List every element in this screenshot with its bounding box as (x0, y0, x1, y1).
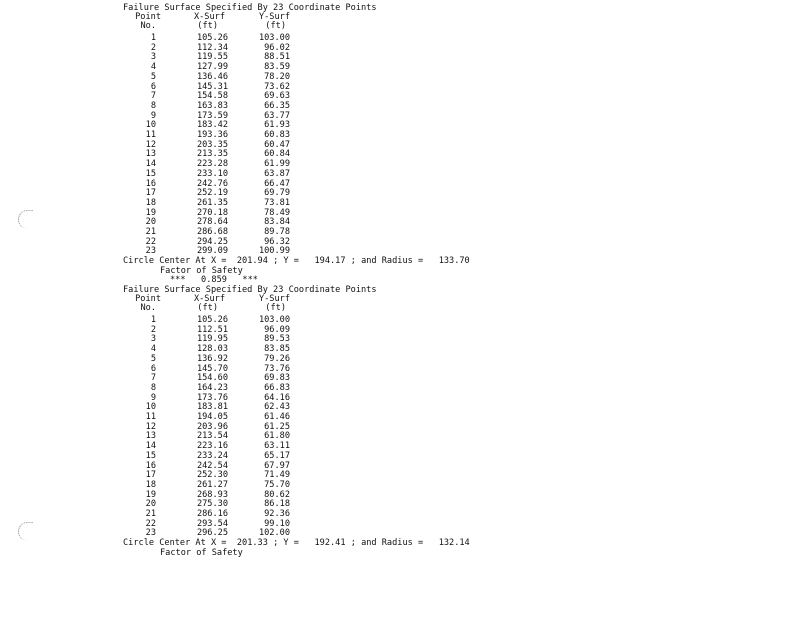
table-row (0, 238, 800, 247)
circle-center-line (123, 539, 470, 548)
y-surf-value: 61.99 (264, 159, 290, 170)
center-x: 201.94 (236, 256, 268, 266)
x-surf-value: 242.76 (196, 178, 228, 189)
x-surf-value: 128.03 (196, 344, 228, 355)
table-row (0, 34, 800, 43)
x-surf-value: 154.60 (196, 373, 228, 384)
factor-of-safety-label: Factor of Safety (160, 548, 243, 558)
x-surf-value: 193.36 (196, 130, 228, 140)
point-number: 1 (150, 33, 156, 43)
table-row (0, 355, 800, 364)
x-surf-value: 270.18 (196, 207, 228, 218)
point-number: 7 (150, 91, 156, 102)
table-row (0, 374, 800, 383)
radius-value: 132.14 (438, 538, 470, 548)
x-surf-value: 223.16 (196, 441, 228, 452)
y-surf-value: 88.51 (264, 52, 290, 63)
x-surf-value: 223.28 (196, 159, 228, 170)
table-row (0, 189, 800, 198)
point-number: 4 (150, 62, 156, 73)
y-surf-value: 83.84 (264, 217, 290, 228)
y-surf-value: 96.09 (264, 324, 290, 335)
y-surf-value: 92.36 (264, 509, 290, 519)
center-y-label: ; Y = (273, 538, 299, 548)
column-unit-x: (ft) (197, 21, 218, 31)
table-row (0, 316, 800, 325)
point-number: 12 (145, 139, 156, 150)
x-surf-value: 183.81 (196, 402, 228, 413)
y-surf-value: 96.02 (264, 42, 290, 53)
table-row (0, 83, 800, 92)
y-surf-value: 99.10 (264, 518, 290, 529)
column-header-y-surf: Y-Surf (258, 294, 290, 304)
table-row (0, 63, 800, 72)
table-row (0, 335, 800, 344)
x-surf-value: 278.64 (196, 217, 228, 228)
y-surf-value: 60.47 (264, 139, 290, 150)
y-surf-value: 102.00 (258, 528, 290, 539)
table-row (0, 160, 800, 169)
y-surf-value: 63.11 (264, 441, 290, 452)
point-number: 10 (145, 402, 156, 413)
table-row (0, 432, 800, 441)
table-header (0, 295, 800, 304)
x-surf-value: 119.95 (196, 334, 228, 345)
block-title: Failure Surface Specified By 23 Coordinate Points (123, 3, 377, 13)
point-number: 19 (145, 207, 156, 218)
column-unit-y: (ft) (265, 303, 286, 313)
circle-center-line (123, 257, 470, 266)
column-header-x-surf: X-Surf (193, 12, 225, 22)
y-surf-value: 80.62 (264, 489, 290, 500)
table-row (0, 345, 800, 354)
y-surf-value: 63.87 (264, 168, 290, 179)
point-number: 3 (150, 334, 156, 345)
x-surf-value: 296.25 (196, 528, 228, 539)
point-number: 19 (145, 489, 156, 500)
radius-label: ; and Radius = (350, 256, 424, 266)
point-number: 3 (150, 52, 156, 63)
x-surf-value: 119.55 (196, 52, 228, 63)
table-row (0, 141, 800, 150)
point-number: 20 (145, 499, 156, 510)
y-surf-value: 69.63 (264, 91, 290, 102)
table-row (0, 500, 800, 509)
x-surf-value: 286.68 (196, 227, 228, 237)
y-surf-value: 78.49 (264, 207, 290, 218)
y-surf-value: 78.20 (264, 71, 290, 82)
y-surf-value: 61.80 (264, 431, 290, 442)
y-surf-value: 61.46 (264, 412, 290, 422)
point-number: 15 (145, 168, 156, 179)
column-unit-y: (ft) (265, 21, 286, 31)
center-y: 194.17 (314, 256, 346, 266)
x-surf-value: 252.30 (196, 470, 228, 481)
y-surf-value: 86.18 (264, 499, 290, 510)
x-surf-value: 261.27 (196, 479, 228, 490)
y-surf-value: 83.59 (264, 62, 290, 73)
y-surf-value: 60.83 (264, 130, 290, 140)
y-surf-value: 67.97 (264, 460, 290, 471)
table-row (0, 471, 800, 480)
table-row (0, 365, 800, 374)
x-surf-value: 105.26 (196, 33, 228, 43)
point-number: 1 (150, 315, 156, 325)
radius-value: 133.70 (438, 256, 470, 266)
point-number: 22 (145, 518, 156, 529)
x-surf-value: 127.99 (196, 62, 228, 73)
radius-label: ; and Radius = (350, 538, 424, 548)
y-surf-value: 103.00 (258, 33, 290, 43)
point-number: 2 (150, 42, 156, 53)
block-title: Failure Surface Specified By 23 Coordinate Points (123, 285, 377, 295)
table-row (0, 384, 800, 393)
center-prefix: Circle Center At X = (123, 256, 227, 266)
y-surf-value: 73.62 (264, 81, 290, 92)
table-row (0, 326, 800, 335)
x-surf-value: 275.30 (196, 499, 228, 510)
point-number: 13 (145, 149, 156, 160)
table-row (0, 170, 800, 179)
point-number: 5 (150, 71, 156, 82)
x-surf-value: 136.46 (196, 71, 228, 82)
point-number: 12 (145, 421, 156, 432)
column-unit-no: No. (140, 303, 156, 313)
factor-of-safety-label: Factor of Safety (160, 266, 243, 276)
center-x: 201.33 (236, 538, 268, 548)
x-surf-value: 252.19 (196, 188, 228, 199)
x-surf-value: 203.96 (196, 421, 228, 432)
y-surf-value: 89.78 (264, 227, 290, 237)
y-surf-value: 69.79 (264, 188, 290, 199)
point-number: 16 (145, 178, 156, 189)
point-number: 6 (150, 363, 156, 374)
point-number: 23 (145, 246, 156, 257)
x-surf-value: 105.26 (196, 315, 228, 325)
y-surf-value: 79.26 (264, 353, 290, 364)
point-number: 22 (145, 236, 156, 247)
table-row (0, 112, 800, 121)
point-number: 11 (145, 130, 156, 140)
table-row (0, 150, 800, 159)
x-surf-value: 136.92 (196, 353, 228, 364)
x-surf-value: 183.42 (196, 120, 228, 131)
table-row (0, 510, 800, 519)
point-number: 9 (150, 110, 156, 121)
x-surf-value: 112.51 (196, 324, 228, 335)
table-row (0, 413, 800, 422)
y-surf-value: 60.84 (264, 149, 290, 160)
x-surf-value: 145.70 (196, 363, 228, 374)
column-header-point: Point (135, 294, 161, 304)
column-unit-no: No. (140, 21, 156, 31)
x-surf-value: 299.09 (196, 246, 228, 257)
table-row (0, 73, 800, 82)
column-header-x-surf: X-Surf (193, 294, 225, 304)
y-surf-value: 66.35 (264, 100, 290, 111)
point-number: 13 (145, 431, 156, 442)
point-number: 6 (150, 81, 156, 92)
table-row (0, 452, 800, 461)
x-surf-value: 164.23 (196, 382, 228, 393)
factor-of-safety-value: *** 0.859 *** (170, 275, 258, 285)
y-surf-value: 100.99 (258, 246, 290, 257)
y-surf-value: 61.25 (264, 421, 290, 432)
point-number: 9 (150, 392, 156, 403)
point-number: 18 (145, 479, 156, 490)
binder-hole-mark (18, 210, 33, 229)
table-row (0, 423, 800, 432)
y-surf-value: 96.32 (264, 236, 290, 247)
table-row (0, 462, 800, 471)
point-number: 16 (145, 460, 156, 471)
table-header (0, 13, 800, 22)
table-row (0, 228, 800, 237)
point-number: 17 (145, 188, 156, 199)
x-surf-value: 213.35 (196, 149, 228, 160)
y-surf-value: 65.17 (264, 450, 290, 461)
point-number: 7 (150, 373, 156, 384)
table-row (0, 131, 800, 140)
point-number: 21 (145, 509, 156, 519)
point-number: 18 (145, 197, 156, 208)
x-surf-value: 233.10 (196, 168, 228, 179)
point-number: 17 (145, 470, 156, 481)
x-surf-value: 233.24 (196, 450, 228, 461)
point-number: 21 (145, 227, 156, 237)
table-row (0, 481, 800, 490)
y-surf-value: 103.00 (258, 315, 290, 325)
y-surf-value: 64.16 (264, 392, 290, 403)
table-row (0, 102, 800, 111)
y-surf-value: 71.49 (264, 470, 290, 481)
point-number: 10 (145, 120, 156, 131)
table-row (0, 520, 800, 529)
y-surf-value: 73.81 (264, 197, 290, 208)
point-number: 5 (150, 353, 156, 364)
center-y: 192.41 (314, 538, 346, 548)
table-subheader (0, 22, 800, 31)
y-surf-value: 66.83 (264, 382, 290, 393)
y-surf-value: 62.43 (264, 402, 290, 413)
center-y-label: ; Y = (273, 256, 299, 266)
x-surf-value: 173.59 (196, 110, 228, 121)
point-number: 4 (150, 344, 156, 355)
table-row (0, 218, 800, 227)
point-number: 14 (145, 159, 156, 170)
y-surf-value: 66.47 (264, 178, 290, 189)
column-unit-x: (ft) (197, 303, 218, 313)
table-row (0, 209, 800, 218)
y-surf-value: 63.77 (264, 110, 290, 121)
table-subheader (0, 304, 800, 313)
x-surf-value: 154.58 (196, 91, 228, 102)
x-surf-value: 293.54 (196, 518, 228, 529)
point-number: 23 (145, 528, 156, 539)
y-surf-value: 61.93 (264, 120, 290, 131)
x-surf-value: 173.76 (196, 392, 228, 403)
table-row (0, 180, 800, 189)
table-row (0, 394, 800, 403)
table-row (0, 442, 800, 451)
y-surf-value: 89.53 (264, 334, 290, 345)
x-surf-value: 268.93 (196, 489, 228, 500)
column-header-y-surf: Y-Surf (258, 12, 290, 22)
x-surf-value: 286.16 (196, 509, 228, 519)
table-row (0, 403, 800, 412)
x-surf-value: 242.54 (196, 460, 228, 471)
x-surf-value: 145.31 (196, 81, 228, 92)
y-surf-value: 75.70 (264, 479, 290, 490)
column-header-point: Point (135, 12, 161, 22)
x-surf-value: 112.34 (196, 42, 228, 53)
point-number: 8 (150, 100, 156, 111)
x-surf-value: 203.35 (196, 139, 228, 150)
y-surf-value: 73.76 (264, 363, 290, 374)
x-surf-value: 213.54 (196, 431, 228, 442)
point-number: 8 (150, 382, 156, 393)
x-surf-value: 261.35 (196, 197, 228, 208)
point-number: 11 (145, 412, 156, 422)
point-number: 15 (145, 450, 156, 461)
table-row (0, 491, 800, 500)
center-prefix: Circle Center At X = (123, 538, 227, 548)
x-surf-value: 163.83 (196, 100, 228, 111)
x-surf-value: 294.25 (196, 236, 228, 247)
point-number: 14 (145, 441, 156, 452)
y-surf-value: 83.85 (264, 344, 290, 355)
table-row (0, 199, 800, 208)
table-row (0, 121, 800, 130)
table-row (0, 53, 800, 62)
point-number: 20 (145, 217, 156, 228)
y-surf-value: 69.83 (264, 373, 290, 384)
point-number: 2 (150, 324, 156, 335)
table-row (0, 44, 800, 53)
table-row (0, 92, 800, 101)
x-surf-value: 194.05 (196, 412, 228, 422)
binder-hole-mark (18, 522, 33, 541)
